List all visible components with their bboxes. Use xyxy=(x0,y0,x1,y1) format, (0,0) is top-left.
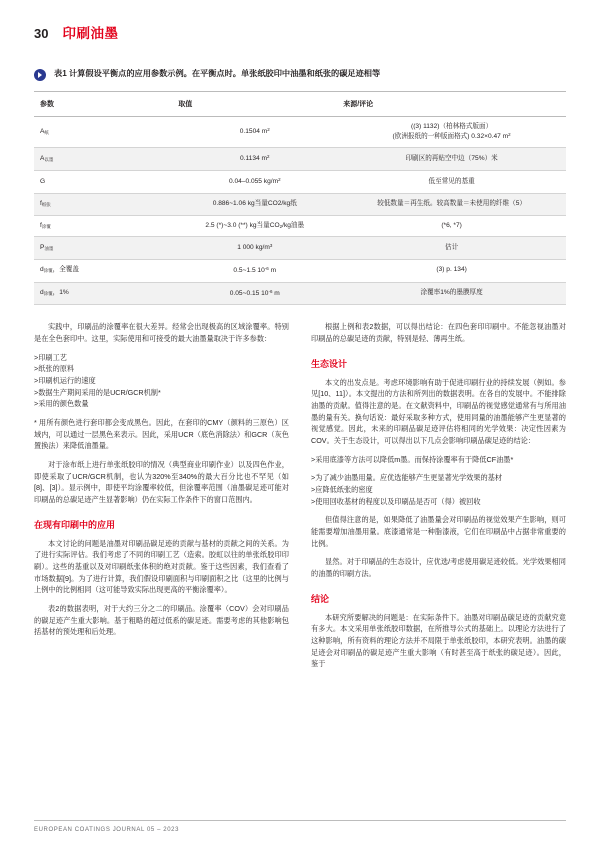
list-item: >采用的颜色数量 xyxy=(34,399,89,409)
right-heading-ecodesign: 生态设计 xyxy=(311,358,348,369)
table-row xyxy=(34,215,566,237)
right-heading-conclusion: 结论 xyxy=(311,593,330,604)
cell-source: 较低数量＝再生纸。较高数量＝未使用的纤维（5） xyxy=(337,193,566,215)
bullet-arrow-icon xyxy=(34,69,46,81)
right-para-3: 但值得注意的是，如果降低了油墨量会对印刷品的视觉效果产生影响，则可能需要增加油墨用量。底漆通常是一种脂漆液，它们在印刷品中占据非常重要的比例。 xyxy=(311,515,566,548)
table-row xyxy=(34,193,566,215)
cell-source: 估计 xyxy=(337,237,566,260)
left-bullet-list xyxy=(34,352,289,410)
right-para-2: 本文的出发点是。考虑环境影响有助于促进印刷行业的持续发展（例如。参见[10、11]）。本文提出的方法和所列出的数据表明。在各自的发展中。不能排除油墨的贡献。值得注意的是。在文献资料中，印刷品的视觉感觉通常有与所用油墨的量有关。换句话说：最好采取多种方式，使用同量的油墨能够产生更显著的视觉感觉。因此，未来的印刷品碳足迹评估将相同的光学效果：决定性因素为COV。关于生态设计，可以得出以下几点会影响印刷品碳足迹的结论： xyxy=(311,377,566,446)
table-row xyxy=(34,148,566,171)
left-column xyxy=(34,321,289,676)
cell-value: 0.04–0.055 $kg/m^2$ xyxy=(172,171,337,194)
list-item: >为了减少油墨用量。应优选能够产生更显著光学效果的基材 xyxy=(311,473,503,483)
table-row xyxy=(34,171,566,194)
list-item: >印刷机运行的速度 xyxy=(34,376,96,386)
column-header-value: 取值 xyxy=(172,92,337,117)
cell-source: 涂覆率1%的墨膜厚度 xyxy=(337,282,566,305)
right-bullet-list xyxy=(311,472,566,507)
right-para-4: 显然。对于印刷品的生态设计，应优选/考虑使用碳足迹较低。光学效果相同的油墨的印刷方法。 xyxy=(311,557,566,578)
table-row xyxy=(34,282,566,305)
cell-param: $d_{涂覆}$，全覆盖 xyxy=(34,259,172,282)
cell-param: $A_{以墨}$ xyxy=(34,148,172,171)
page-header xyxy=(34,0,566,46)
table-caption xyxy=(34,68,566,81)
table-caption-text: 表1 计算假设平衡点的应用参数示例。在平衡点时。单张纸胶印中油墨和纸张的碳足迹相等 xyxy=(54,69,381,78)
list-item: >应降低纸张的密度 xyxy=(311,485,373,495)
cell-value: 0.5~1.5 $10^{-6}$ m xyxy=(172,259,337,282)
list-item: >使用回收基材的程度以及印刷品是否可（得）被回收 xyxy=(311,496,481,506)
left-footnote: * 用所有颜色进行套印都会变成黑色。因此，在套印的CMY（颜料的三原色）区域内，可以通过一层黑色来表示。因此，采用UCR（底色消除法）和GCR（灰色置换法）来降低油墨量。 xyxy=(34,418,289,451)
cell-param: $P_{油墨}$ xyxy=(34,237,172,260)
cell-source: (*6, *7) xyxy=(337,215,566,237)
left-para-2: 对于涂布纸上进行单张纸胶印的情况（典型商业印刷作业）以及四色作业，即使采取了UCR/GCR机制，也认为320%至340%的最大百分比也不罕见（如[8]、[3]）。显示例中，即使平均涂覆率较低，但涂覆率范围（油墨碳足迹可能对印刷品的总碳足迹产生显著影响）仍在实际工作条件下的窗口范围内。 xyxy=(34,460,289,504)
list-item: >数据生产期间采用的是UCR/GCR机制* xyxy=(34,387,161,397)
cell-param: $f_{涂覆}$ xyxy=(34,215,172,237)
column-header-param: 参数 xyxy=(34,92,172,117)
table-row xyxy=(34,259,566,282)
cell-source: 印刷区的再贴空中边（75%）米 xyxy=(337,148,566,171)
cell-param: $A_纸$ xyxy=(34,117,172,148)
cell-value: 0.1134 $m^2$ xyxy=(172,148,337,171)
page-footer: EUROPEAN COATINGS JOURNAL 05 – 2023 xyxy=(34,820,566,833)
right-bullet-info: >采用底漆等方法可以降低m墨。而保持涂覆率有于降低CF油墨* xyxy=(311,454,514,464)
table-header xyxy=(34,92,566,117)
cell-param: G xyxy=(34,171,172,194)
page-title: 印刷油墨 xyxy=(62,26,119,41)
parameters-table xyxy=(34,91,566,305)
cell-value: 0.886~1.06 kg当量CO2/kg纸 xyxy=(172,193,337,215)
table-header-row xyxy=(34,92,566,117)
table-body xyxy=(34,117,566,305)
cell-value: 1 000 $kg/m^3$ xyxy=(172,237,337,260)
cell-value: 0.05~0.15 $10^{-6}$ m xyxy=(172,282,337,305)
left-para-1: 实践中，印刷品的涂覆率在很大差异。经常会出现极高的区域涂覆率。特别是在全色套印中。这里，实际使用和可接受的最大油墨量取决于许多参数： xyxy=(34,322,289,344)
right-column xyxy=(311,321,566,676)
column-header-source: 来源/评论 xyxy=(337,92,566,117)
table-row xyxy=(34,117,566,148)
left-para-4: 表2的数据表明，对于大约三分之二的印刷品。涂覆率（COV）会对印刷品的碳足迹产生重大影响。基于粗略的超过低系的碳足迹。需要考虑的其他影响包括基材的预处理和后处理。 xyxy=(34,603,289,637)
right-para-1: 根据上例和表2数据，可以得出结论：在四色套印印刷中。不能忽视油墨对印刷品的总碳足迹的贡献，特别是轻、薄再生纸。 xyxy=(311,322,566,344)
cell-source: 低至常见的基重 xyxy=(337,171,566,194)
cell-param: $d_{涂覆}$，1% xyxy=(34,282,172,305)
right-para-5: 本研究所要解决的问题是：在实际条件下。油墨对印刷品碳足迹的贡献究竟有多大。本文采用单张纸胶印数据，在所推导公式的基础上。以理论方法进行了这种影响，所有资料的理论方法并不局限于单张纸胶印，本研究表明。油墨的碳足迹会对印刷品的碳足迹产生重大影响（有时甚至高于纸张的碳足迹）。因此，鉴于 xyxy=(311,612,566,669)
cell-param: $f_{纸张}$ xyxy=(34,193,172,215)
cell-source: (3) p. 134) xyxy=(337,259,566,282)
cell-value: 2.5 (*)~3.0 (**) kg当量$CO_2/kg$油墨 xyxy=(172,215,337,237)
list-item: >纸张的原料 xyxy=(34,364,75,374)
page-number: 30 xyxy=(34,26,49,41)
table-row xyxy=(34,237,566,260)
list-item: >印刷工艺 xyxy=(34,352,67,362)
left-para-3: 本文讨论的问题是油墨对印刷品碳足迹的贡献与基材的贡献之间的关系。为了进行实际评估。我们考虑了不同的印刷工艺（造索。胶虹以往的单张纸胶印印刷）。这些的基重以及对印刷纸张体积的绝对贡献。鉴于这些因素，我们查看了市场数据[9]。为了进行计算，我们假设印刷面积与印刷面积之比（这里的比例与上例中的比例相同（这可能导致实际出现更高的平衡涂覆率）。 xyxy=(34,538,289,595)
cell-value: 0.1504 $m^2$ xyxy=(172,117,337,148)
body-columns xyxy=(34,321,566,676)
left-heading-application: 在现有印刷中的应用 xyxy=(34,519,116,530)
cell-source: ((3) 1132)（柏林格式版面） (欧洲报纸的一种版面格式) 0.32×0.47 $m^2$ xyxy=(337,117,566,148)
